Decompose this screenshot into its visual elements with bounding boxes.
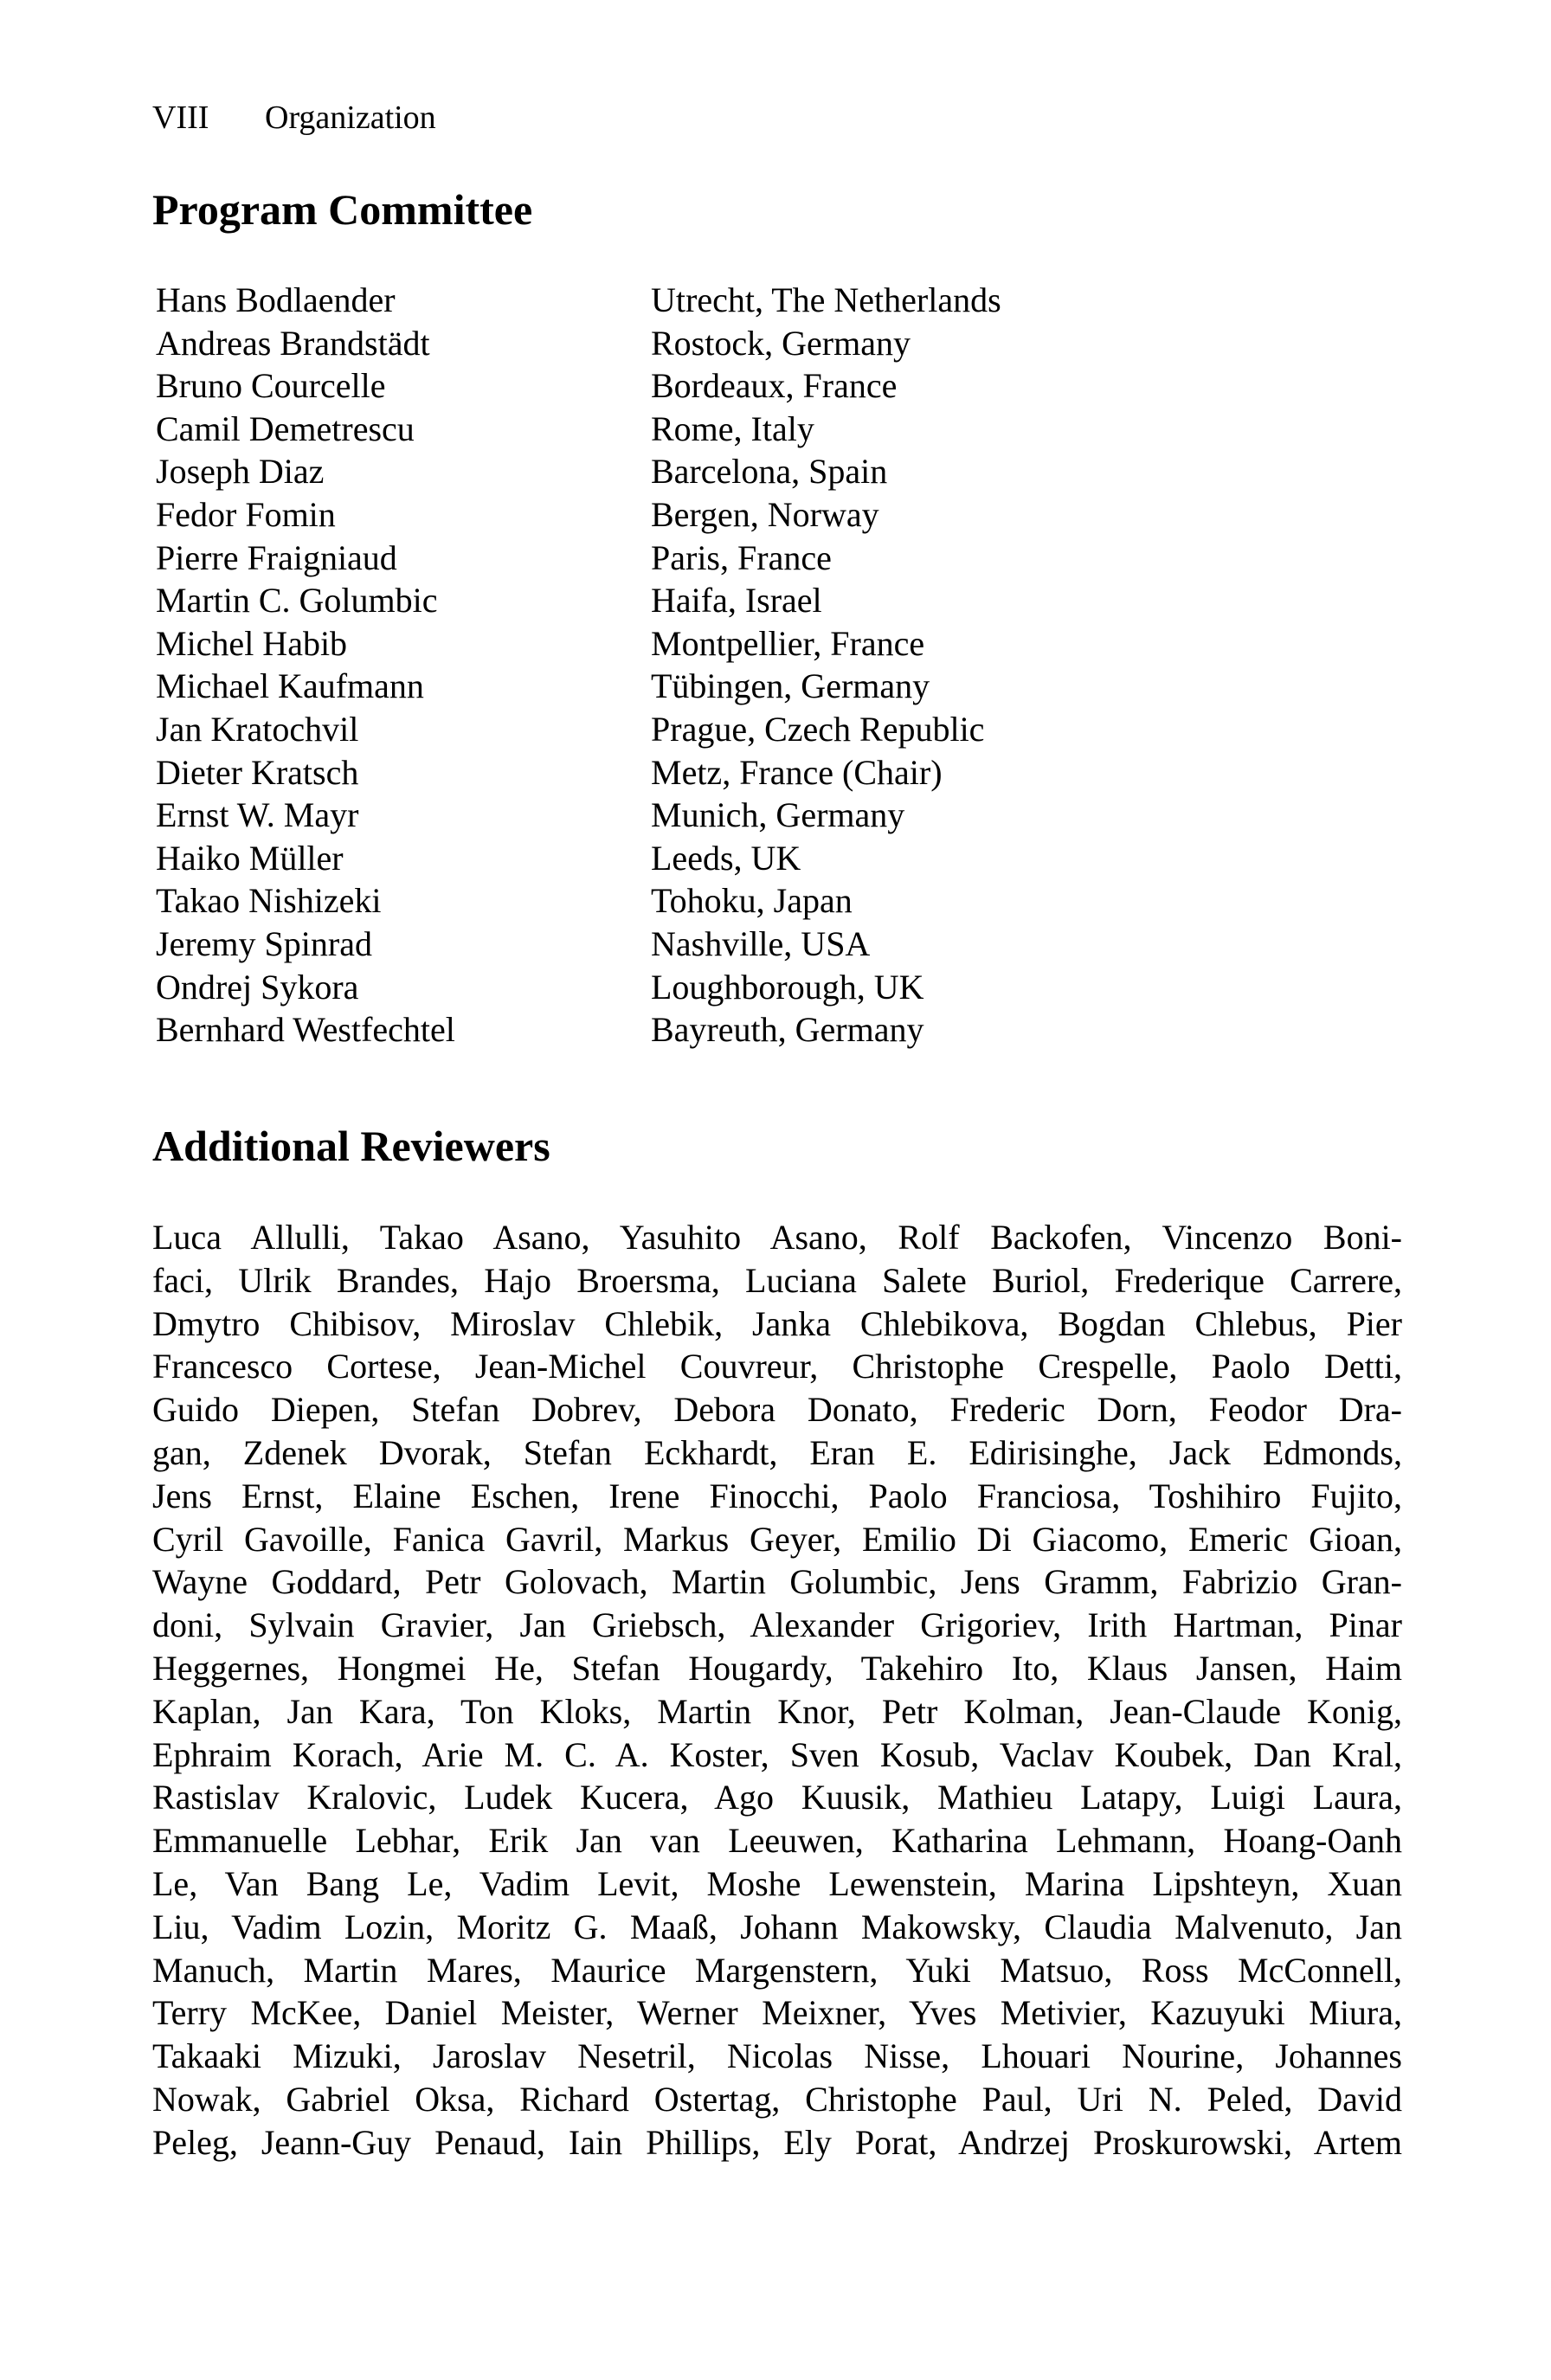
member-affiliation: Haifa, Israel <box>651 581 822 621</box>
member-name: Ondrej Sykora <box>156 967 359 1007</box>
reviewer-line: doni, Sylvain Gravier, Jan Griebsch, Alexander Grigoriev, Irith Hartman, Pinar <box>152 1605 1402 1645</box>
member-affiliation: Prague, Czech Republic <box>651 709 985 749</box>
member-name: Pierre Fraigniaud <box>156 537 397 577</box>
member-name: Joseph Diaz <box>156 452 325 492</box>
member-affiliation: Munich, Germany <box>651 795 905 835</box>
member-affiliation: Montpellier, France <box>651 623 925 663</box>
committee-row <box>156 751 1402 794</box>
committee-row <box>156 493 1402 537</box>
committee-row <box>156 408 1402 451</box>
reviewer-line: Francesco Cortese, Jean-Michel Couvreur, Christophe Crespelle, Paolo Detti, <box>152 1347 1402 1386</box>
committee-row <box>156 966 1402 1009</box>
member-name: Fedor Fomin <box>156 494 336 534</box>
member-affiliation: Barcelona, Spain <box>651 452 888 492</box>
program-committee-list <box>156 279 1402 1052</box>
reviewer-line: faci, Ulrik Brandes, Hajo Broersma, Luciana Salete Buriol, Frederique Carrere, <box>152 1260 1402 1300</box>
member-affiliation: Metz, France (Chair) <box>651 752 943 792</box>
member-affiliation: Loughborough, UK <box>651 967 924 1007</box>
committee-row <box>156 322 1402 365</box>
committee-row <box>156 450 1402 493</box>
reviewer-line: Wayne Goddard, Petr Golovach, Martin Golumbic, Jens Gramm, Fabrizio Gran- <box>152 1562 1402 1602</box>
member-name: Jeremy Spinrad <box>156 923 372 963</box>
reviewer-line: Takaaki Mizuki, Jaroslav Nesetril, Nicolas Nisse, Lhouari Nourine, Johannes <box>152 2036 1402 2076</box>
member-name: Bernhard Westfechtel <box>156 1010 455 1050</box>
committee-row <box>156 923 1402 966</box>
member-affiliation: Tübingen, Germany <box>651 666 930 706</box>
member-affiliation: Paris, France <box>651 537 832 577</box>
page-number: VIII <box>152 100 209 136</box>
member-name: Martin C. Golumbic <box>156 581 438 621</box>
member-affiliation: Utrecht, The Netherlands <box>651 280 1001 319</box>
member-name: Bruno Courcelle <box>156 366 386 406</box>
member-name: Michael Kaufmann <box>156 666 424 706</box>
committee-row <box>156 665 1402 708</box>
additional-reviewers-heading: Additional Reviewers <box>152 1122 550 1170</box>
reviewer-line: Emmanuelle Lebhar, Erik Jan van Leeuwen, Katharina Lehmann, Hoang-Oanh <box>152 1821 1402 1861</box>
member-affiliation: Leeds, UK <box>651 838 801 878</box>
member-name: Takao Nishizeki <box>156 881 382 921</box>
committee-row <box>156 537 1402 580</box>
member-affiliation: Bergen, Norway <box>651 494 879 534</box>
member-name: Camil Demetrescu <box>156 408 415 448</box>
reviewer-line: Jens Ernst, Elaine Eschen, Irene Finocchi, Paolo Franciosa, Toshihiro Fujito, <box>152 1476 1402 1515</box>
member-name: Michel Habib <box>156 623 348 663</box>
committee-row <box>156 837 1402 880</box>
reviewer-line: Liu, Vadim Lozin, Moritz G. Maaß, Johann Makowsky, Claudia Malvenuto, Jan <box>152 1907 1402 1946</box>
program-committee-heading: Program Committee <box>152 185 533 234</box>
committee-row <box>156 579 1402 622</box>
member-affiliation: Rostock, Germany <box>651 323 911 363</box>
reviewer-line: Rastislav Kralovic, Ludek Kucera, Ago Kuusik, Mathieu Latapy, Luigi Laura, <box>152 1778 1402 1817</box>
committee-row <box>156 622 1402 666</box>
member-affiliation: Tohoku, Japan <box>651 881 853 921</box>
member-affiliation: Bayreuth, Germany <box>651 1010 924 1050</box>
member-name: Ernst W. Mayr <box>156 795 359 835</box>
member-name: Andreas Brandstädt <box>156 323 430 363</box>
additional-reviewers-text <box>152 1216 1402 2165</box>
member-name: Haiko Müller <box>156 838 344 878</box>
reviewer-line: Terry McKee, Daniel Meister, Werner Meixner, Yves Metivier, Kazuyuki Miura, <box>152 1993 1402 2033</box>
running-head <box>152 97 436 138</box>
reviewer-line: Manuch, Martin Mares, Maurice Margenstern, Yuki Matsuo, Ross McConnell, <box>152 1950 1402 1990</box>
member-name: Dieter Kratsch <box>156 752 359 792</box>
reviewer-line: Kaplan, Jan Kara, Ton Kloks, Martin Knor, Petr Kolman, Jean-Claude Konig, <box>152 1691 1402 1731</box>
member-affiliation: Rome, Italy <box>651 408 814 448</box>
committee-row <box>156 1008 1402 1052</box>
member-affiliation: Nashville, USA <box>651 923 871 963</box>
committee-row <box>156 708 1402 751</box>
reviewer-line: gan, Zdenek Dvorak, Stefan Eckhardt, Eran E. Edirisinghe, Jack Edmonds, <box>152 1432 1402 1472</box>
member-affiliation: Bordeaux, France <box>651 366 898 406</box>
committee-row <box>156 279 1402 322</box>
reviewer-line: Peleg, Jeann-Guy Penaud, Iain Phillips, Ely Porat, Andrzej Proskurowski, Artem <box>152 2122 1402 2162</box>
reviewer-line: Nowak, Gabriel Oksa, Richard Ostertag, Christophe Paul, Uri N. Peled, David <box>152 2079 1402 2119</box>
committee-row <box>156 794 1402 837</box>
reviewer-line: Heggernes, Hongmei He, Stefan Hougardy, Takehiro Ito, Klaus Jansen, Haim <box>152 1648 1402 1688</box>
committee-row <box>156 364 1402 408</box>
member-name: Jan Kratochvil <box>156 709 359 749</box>
running-title: Organization <box>265 100 436 136</box>
reviewer-line: Ephraim Korach, Arie M. C. A. Koster, Sven Kosub, Vaclav Koubek, Dan Kral, <box>152 1734 1402 1774</box>
reviewer-line: Le, Van Bang Le, Vadim Levit, Moshe Lewenstein, Marina Lipshteyn, Xuan <box>152 1863 1402 1903</box>
reviewer-line: Luca Allulli, Takao Asano, Yasuhito Asano, Rolf Backofen, Vincenzo Boni- <box>152 1218 1402 1257</box>
reviewer-line: Cyril Gavoille, Fanica Gavril, Markus Geyer, Emilio Di Giacomo, Emeric Gioan, <box>152 1519 1402 1559</box>
reviewer-line: Dmytro Chibisov, Miroslav Chlebik, Janka Chlebikova, Bogdan Chlebus, Pier <box>152 1303 1402 1343</box>
committee-row <box>156 879 1402 923</box>
member-name: Hans Bodlaender <box>156 280 396 319</box>
reviewer-line: Guido Diepen, Stefan Dobrev, Debora Donato, Frederic Dorn, Feodor Dra- <box>152 1390 1402 1430</box>
